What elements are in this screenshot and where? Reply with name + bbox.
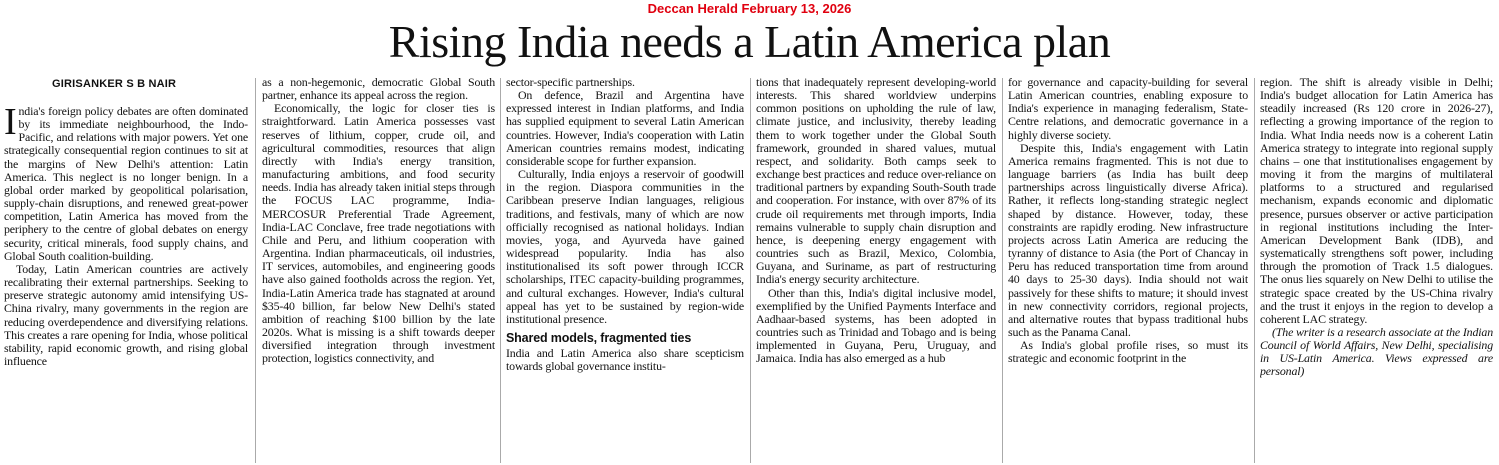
column-rule: [1254, 78, 1255, 463]
paragraph: On defence, Brazil and Argentina have expressed interest in Indian platforms, and India has supplied equipment to several Latin American countries. However, India's cooperation with Latin American countries remains modest, indicating considerable scope for further expansion.: [506, 88, 744, 168]
subheading: Shared models, fragmented ties: [506, 330, 692, 345]
column-rule: [750, 78, 751, 463]
column-rule: [255, 78, 256, 463]
column-3: [506, 76, 744, 465]
byline: GIRISANKER S B NAIR: [52, 78, 177, 90]
paragraph: region. The shift is already visible in Delhi; India's budget allocation for Latin America has steadily increased (Rs 120 crore in 2026-27), reflecting a growing importance of the region to India. What India needs now is a coherent Latin America strategy to integrate into regional supply chains – one that institutionalises engagement by moving it from the margins of multilateral platforms to a structured and regularised mechanism, expands economic and diplomatic presence, pursues observer or active participation in regional institutions including the Inter-American Development Bank (IDB), and systematically strengthens soft power, including through the promotion of Track 1.5 dialogues. The onus lies squarely on New Delhi to utilise the strategic space created by the US-China rivalry and the trust it enjoys in the region to develop a coherent LAC strategy.: [1260, 76, 1493, 326]
paragraph: As India's global profile rises, so must its strategic and economic footprint in the: [1008, 338, 1248, 366]
paragraph: tions that inadequately represent developing-world interests. This shared worldview underpins common positions on upholding the rule of law, climate justice, and inclusivity, thereby leading them to work together under the Global South framework, grounded in shared values, mutual respect, and solidarity. Both camps seek to exchange best practices and reduce over-reliance on traditional partners by expanding South-South trade and cooperation. For instance, with over 87% of its crude oil requirements met through imports, India remains vulnerable to supply chain disruption and hence, is deepening energy engagement with countries such as Brazil, Mexico, Colombia, Guyana, and Suriname, as part of restructuring India's energy security architecture.: [756, 76, 996, 287]
paragraph: Despite this, India's engagement with Latin America remains fragmented. This is not due to language barriers (as India has built deep partnerships across linguistically diverse Africa). Rather, it reflects long-standing strategic neglect shaped by distance. However, today, these constraints are rapidly eroding. New infrastructure projects across Latin America are reducing the tyranny of distance to Asia (the Port of Chancay in Peru has reduced transportation time from around 40 days to 25-30 days). India should not wait passively for these shifts to mature; it should invest in new connectivity corridors, regional projects, and alternative routes that bypass traditional hubs such as the Panama Canal.: [1008, 140, 1248, 339]
paragraph: Today, Latin American countries are actively recalibrating their external partnerships. Seeking to preserve strategic autonomy amid intensifying US-China rivalry, many governments in the region are reducing overdependence and diversifying relations. This creates a rare opening for India, whose political stability, rapid economic growth, and rising global influence: [4, 261, 248, 368]
paragraph: [4, 101, 248, 263]
article-body: [4, 76, 1495, 465]
paragraph: Economically, the logic for closer ties is straightforward. Latin America possesses vast reserves of lithium, copper, crude oil, and agricultural commodities, resources that align directly with India's energy transition, manufacturing ambitions, and food security needs. India has already taken initial steps through the FOCUS LAC programme, India-MERCOSUR Preferential Trade Agreement, India-LAC Conclave, free trade negotiations with Chile and Peru, and lithium cooperation with Argentina. Indian pharmaceuticals, oil industries, IT services, automobiles, and engineering goods have also gained footholds across the region. Yet, India-Latin America trade has stagnated at around $35-40 billion, far below New Delhi's stated ambition of reaching $100 billion by the late 2020s. What is missing is a shift towards deeper diversified integration through investment protection, logistics connectivity, and: [262, 101, 495, 366]
column-6: [1260, 76, 1493, 465]
column-rule: [1002, 78, 1003, 463]
paragraph-text: ndia's foreign policy debates are often dominated by its immediate neighbourhood, the Indo-Pacific, and relations with major powers. Yet one strategically consequential region continues to sit at the margins of New Delhi's attention: Latin America. This neglect is no longer benign. In a global order marked by geopolitical polarisation, supply-chain disruptions, and renewed great-power competition, Latin America has moved from the periphery to the centre of global debates on energy security, critical minerals, food supply chains, and Global South coalition-building.: [4, 104, 248, 263]
publication-tag: Deccan Herald February 13, 2026: [647, 1, 852, 16]
headline: Rising India needs a Latin America plan: [388, 16, 1111, 67]
column-5: [1008, 76, 1248, 465]
column-rule: [500, 78, 501, 463]
paragraph: Culturally, India enjoys a reservoir of goodwill in the region. Diaspora communities in the Caribbean preserve Indian languages, religious traditions, and festivals, many of which are now officially recognised as national holidays. Indian movies, yoga, and Ayurveda have gained widespread popularity. India has also institutionalised its soft power through ICCR scholarships, ITEC capacity-building programmes, and cultural exchanges. However, India's cultural appeal has yet to be sustained by region-wide institutional presence.: [506, 167, 744, 326]
paragraph: as a non-hegemonic, democratic Global South partner, enhance its appeal across the region.: [262, 76, 495, 103]
column-4: [756, 76, 996, 465]
paragraph: sector-specific partnerships.: [506, 76, 635, 89]
author-note: (The writer is a research associate at the Indian Council of World Affairs, New Delhi, specialising in US-Latin America. Views expressed are personal): [1260, 324, 1493, 379]
paragraph: for governance and capacity-building for several Latin American countries, enabling exposure to India's experience in managing federalism, State-Centre relations, and democratic governance in a highly diverse society.: [1008, 76, 1248, 142]
paragraph: India and Latin America also share scepticism towards global governance institu-: [506, 345, 744, 374]
paragraph: Other than this, India's digital inclusive model, exemplified by the Unified Payments Interface and Aadhaar-based systems, has been adopted in countries such as Trinidad and Tobago and is being implemented in Guyana, Peru, Uruguay, and Jamaica. India has also emerged as a hub: [756, 285, 996, 366]
column-2: [262, 76, 495, 465]
drop-cap: I: [4, 101, 17, 143]
column-1: [4, 76, 248, 465]
